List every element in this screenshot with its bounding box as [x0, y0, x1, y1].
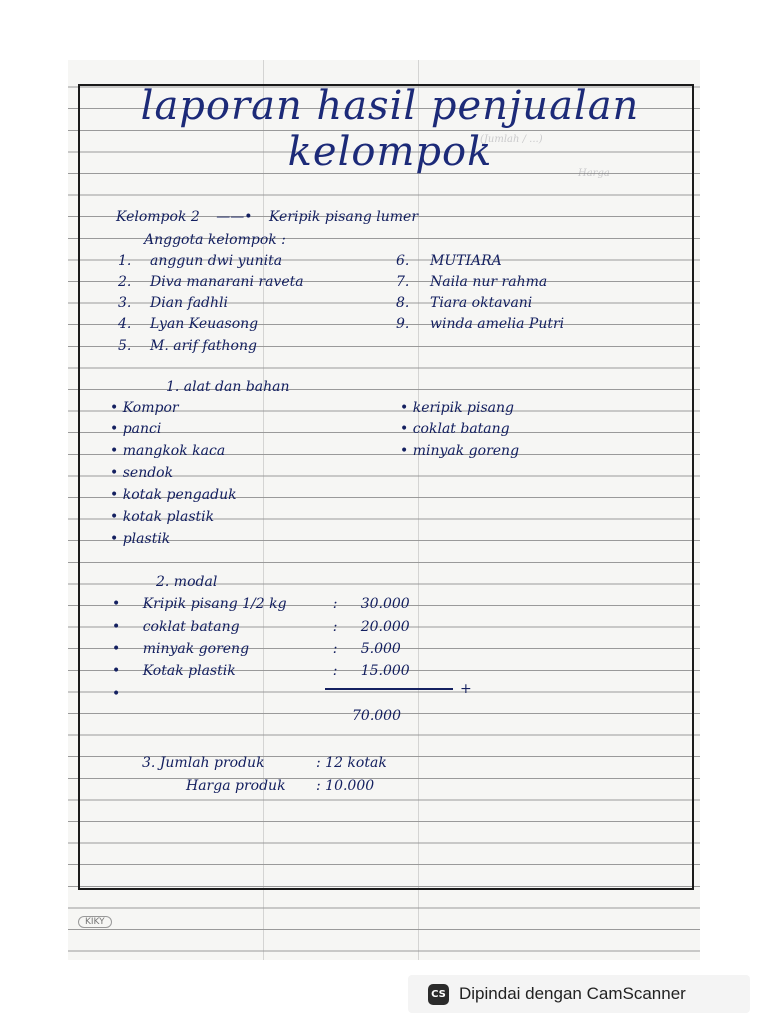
- capital-row: • Kripik pisang 1/2 kg : 30.000: [112, 596, 410, 612]
- capital-row: • coklat batang : 20.000: [112, 619, 410, 635]
- bleed-text-2: Harga: [578, 168, 610, 179]
- notebook-brand-mark: KIKY: [78, 916, 112, 928]
- tool-item: • coklat batang: [400, 421, 510, 437]
- capital-row-empty: •: [112, 686, 121, 702]
- camscanner-text: Dipindai dengan CamScanner: [459, 984, 686, 1003]
- tool-item: • mangkok kaca: [110, 443, 226, 459]
- member-item: 9. winda amelia Putri: [396, 316, 565, 332]
- member-item: 1. anggun dwi yunita: [118, 253, 283, 269]
- price-row: [186, 777, 374, 795]
- member-item: 5. M. arif fathong: [118, 338, 257, 354]
- members-heading: Anggota kelompok :: [144, 232, 286, 248]
- capital-row: • Kotak plastik : 15.000: [112, 663, 410, 679]
- price-value: : 10.000: [316, 778, 375, 794]
- tool-item: • minyak goreng: [400, 443, 520, 459]
- member-item: 6. MUTIARA: [396, 253, 502, 269]
- section-1-heading: 1. alat dan bahan: [166, 379, 290, 395]
- price-label: Harga produk: [186, 778, 286, 794]
- member-item: 2. Diva manarani raveta: [118, 274, 304, 290]
- arrow: ——•: [216, 209, 253, 225]
- product-count-row: [142, 754, 387, 772]
- tool-item: • Kompor: [110, 400, 179, 416]
- member-item: 3. Dian fadhli: [118, 295, 228, 311]
- group-name: Kelompok 2: [116, 209, 200, 225]
- tool-item: • kotak pengaduk: [110, 487, 237, 503]
- tool-item: • keripik pisang: [400, 400, 514, 416]
- capital-total: 70.000: [352, 708, 401, 724]
- sum-rule: [325, 688, 453, 690]
- section-2-heading: 2. modal: [156, 574, 218, 590]
- tool-item: • sendok: [110, 465, 174, 481]
- capital-row: • minyak goreng : 5.000: [112, 641, 401, 657]
- member-item: 7. Naila nur rahma: [396, 274, 548, 290]
- camscanner-icon: CS: [428, 984, 449, 1005]
- member-item: 8. Tiara oktavani: [396, 295, 533, 311]
- product-count-value: : 12 kotak: [316, 755, 387, 771]
- product-name: Keripik pisang lumer: [268, 209, 419, 225]
- tool-item: • plastik: [110, 531, 171, 547]
- tool-item: • panci: [110, 421, 162, 437]
- bleed-text-1: (Jumlah / ...): [480, 134, 543, 145]
- title-line-2: kelompok: [287, 129, 493, 175]
- camscanner-badge: [408, 975, 750, 1013]
- member-item: 4. Lyan Keuasong: [118, 316, 259, 332]
- product-count-label: 3. Jumlah produk: [142, 755, 265, 771]
- title-line-1: laporan hasil penjualan: [140, 83, 640, 129]
- plus-sign: +: [460, 681, 472, 697]
- tool-item: • kotak plastik: [110, 509, 215, 525]
- group-line: [116, 208, 418, 226]
